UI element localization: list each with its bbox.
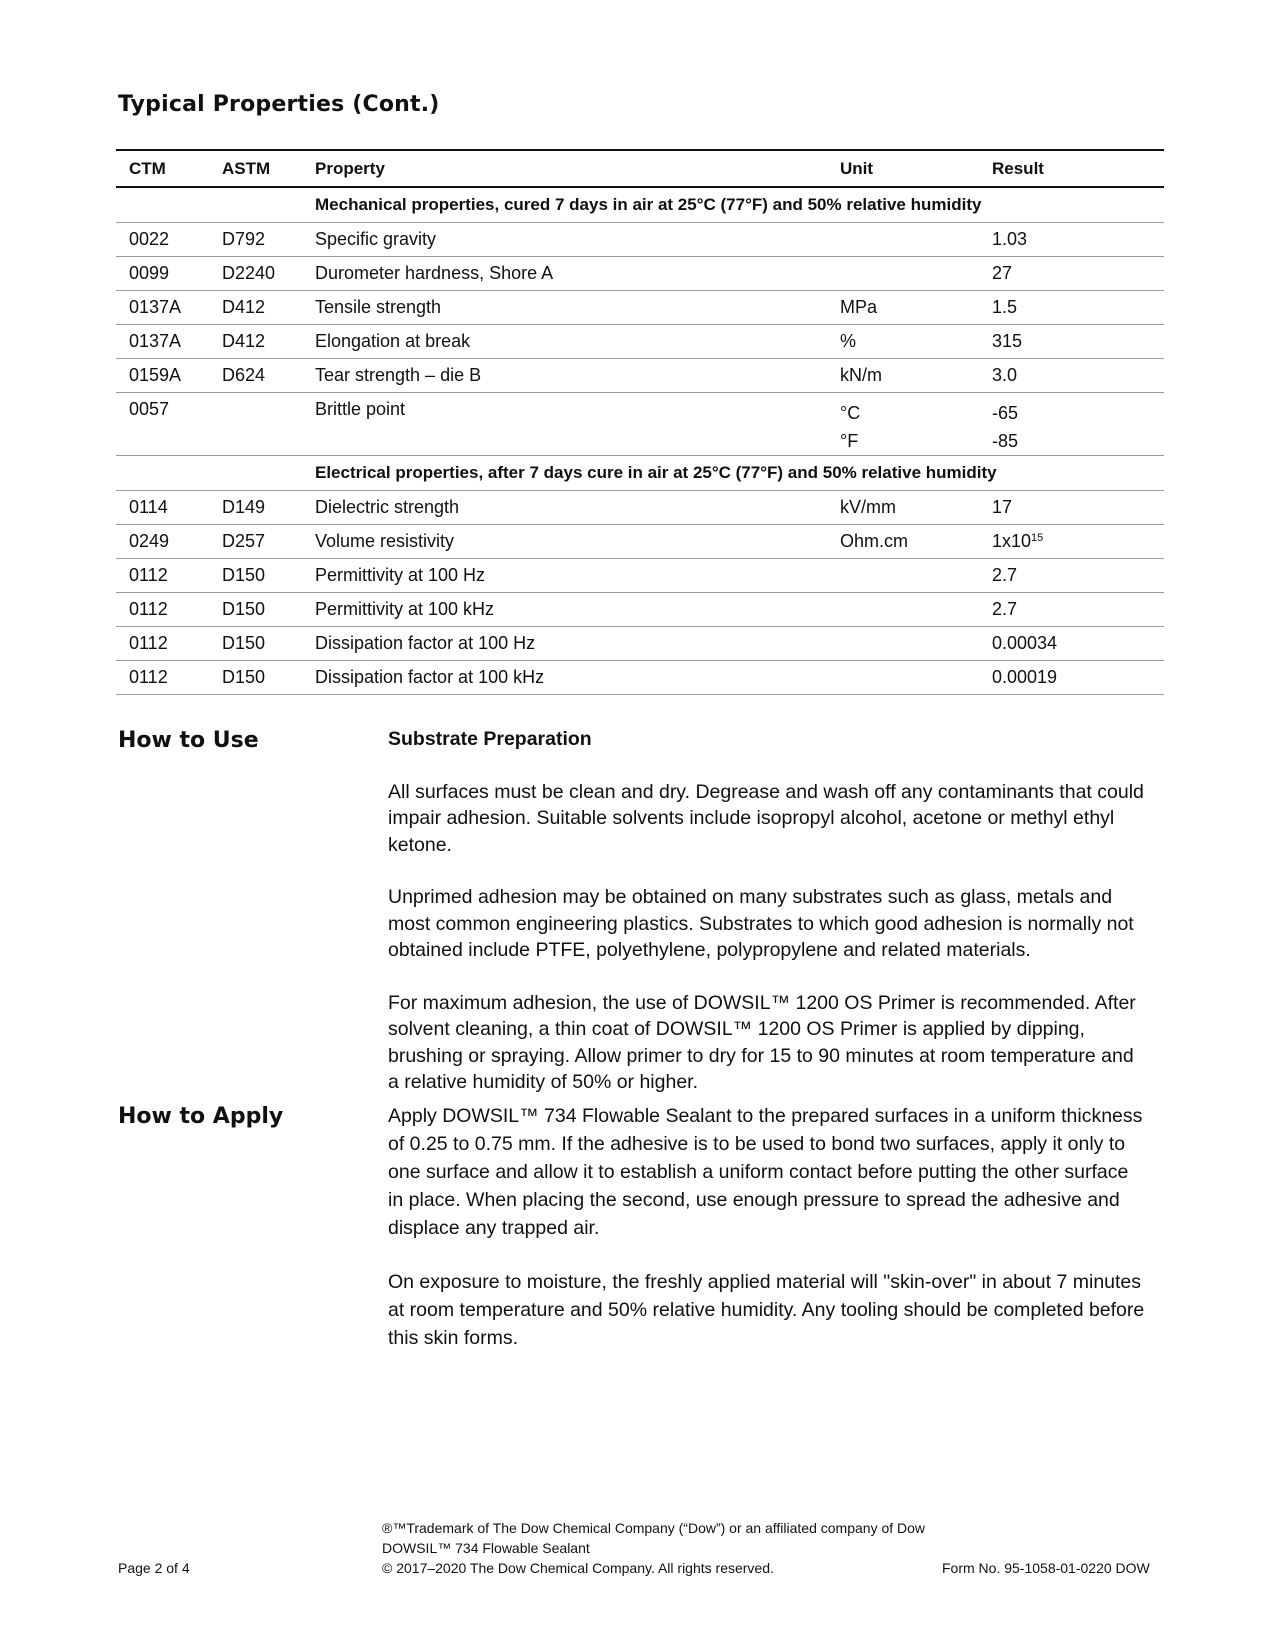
cell-astm: D2240: [209, 257, 302, 291]
header-property: Property: [302, 150, 827, 187]
cell-ctm: 0112: [116, 593, 209, 627]
table-row: [116, 223, 1164, 257]
cell-ctm: 0114: [116, 491, 209, 525]
cell-astm: D150: [209, 593, 302, 627]
cell-astm: D150: [209, 627, 302, 661]
cell-result: [979, 393, 1164, 456]
table-row-brittle-point: [116, 393, 1164, 456]
cell-ctm: 0022: [116, 223, 209, 257]
table-row: [116, 491, 1164, 525]
cell-astm: D150: [209, 559, 302, 593]
table-row: [116, 257, 1164, 291]
cell-ctm: 0137A: [116, 325, 209, 359]
cell-ctm: 0249: [116, 525, 209, 559]
mechanical-section-title: Mechanical properties, cured 7 days in air at 25°C (77°F) and 50% relative humidity: [302, 187, 1164, 223]
electrical-section-row: [116, 456, 1164, 491]
cell-result: 2.7: [979, 593, 1164, 627]
cell-result: 1.03: [979, 223, 1164, 257]
typical-properties-table: [116, 149, 1164, 695]
cell-ctm: 0099: [116, 257, 209, 291]
cell-unit: [827, 593, 979, 627]
cell-property: Brittle point: [302, 393, 827, 456]
table-row: [116, 593, 1164, 627]
result-exponent: 15: [1031, 532, 1044, 544]
cell-property: Specific gravity: [302, 223, 827, 257]
cell-unit: kN/m: [827, 359, 979, 393]
table-row: [116, 627, 1164, 661]
table-row: [116, 325, 1164, 359]
cell-unit: [827, 257, 979, 291]
cell-unit: MPa: [827, 291, 979, 325]
form-number: Form No. 95-1058-01-0220 DOW: [942, 1560, 1150, 1576]
cell-result: 2.7: [979, 559, 1164, 593]
electrical-section-title: Electrical properties, after 7 days cure in air at 25°C (77°F) and 50% relative humidity: [302, 456, 1164, 491]
how-to-apply-paragraph: On exposure to moisture, the freshly applied material will "skin-over" in about 7 minutes at room temperature and 50% relative humidity. Any tooling should be completed before this skin forms.: [388, 1271, 1145, 1349]
cell-astm: D150: [209, 661, 302, 695]
cell-ctm: 0137A: [116, 291, 209, 325]
trademark-note: ®™Trademark of The Dow Chemical Company (“Dow”) or an affiliated company of Dow: [382, 1520, 926, 1536]
cell-property: Volume resistivity: [302, 525, 827, 559]
header-astm: ASTM: [209, 150, 302, 187]
cell-property: Elongation at break: [302, 325, 827, 359]
cell-astm: [209, 393, 302, 456]
cell-result: [979, 525, 1164, 559]
result-celsius: -65: [992, 403, 1019, 423]
cell-astm: D412: [209, 291, 302, 325]
how-to-use-paragraph: All surfaces must be clean and dry. Degrease and wash off any contaminants that could impair adhesion. Suitable solvents include isopropyl alcohol, acetone or methyl ethyl ketone.: [388, 780, 1144, 856]
cell-result: 0.00019: [979, 661, 1164, 695]
cell-result: 27: [979, 257, 1164, 291]
cell-unit: Ohm.cm: [827, 525, 979, 559]
cell-property: Durometer hardness, Shore A: [302, 257, 827, 291]
cell-result: 3.0: [979, 359, 1164, 393]
how-to-apply-section: [388, 1102, 1148, 1378]
table-header-row: [116, 150, 1164, 187]
cell-unit: [827, 393, 979, 456]
cell-astm: D412: [209, 325, 302, 359]
cell-result: 0.00034: [979, 627, 1164, 661]
cell-ctm: 0112: [116, 559, 209, 593]
table-row: [116, 559, 1164, 593]
header-unit: Unit: [827, 150, 979, 187]
substrate-preparation-subheading: Substrate Preparation: [388, 728, 592, 750]
cell-property: Dissipation factor at 100 Hz: [302, 627, 827, 661]
mechanical-section-row: [116, 187, 1164, 223]
cell-ctm: 0159A: [116, 359, 209, 393]
cell-ctm: 0112: [116, 661, 209, 695]
cell-unit: [827, 627, 979, 661]
table-row: [116, 525, 1164, 559]
cell-property: Tear strength – die B: [302, 359, 827, 393]
result-base: 1x10: [992, 531, 1032, 551]
page-number: Page 2 of 4: [118, 1560, 190, 1576]
cell-property: Dielectric strength: [302, 491, 827, 525]
cell-unit: [827, 661, 979, 695]
cell-property: Tensile strength: [302, 291, 827, 325]
cell-property: Permittivity at 100 kHz: [302, 593, 827, 627]
copyright-notice: © 2017–2020 The Dow Chemical Company. All rights reserved.: [382, 1560, 774, 1576]
how-to-apply-paragraph: Apply DOWSIL™ 734 Flowable Sealant to the prepared surfaces in a uniform thickness of 0.25 to 0.75 mm. If the adhesive is to be used to bond two surfaces, apply it only to one surface and allow it to establish a uniform contact before putting the other surface in place. When placing the second, use enough pressure to spread the adhesive and displace any trapped air.: [388, 1105, 1143, 1239]
cell-astm: D149: [209, 491, 302, 525]
page-title: Typical Properties (Cont.): [118, 92, 440, 117]
how-to-use-paragraph: Unprimed adhesion may be obtained on many substrates such as glass, metals and most common engineering plastics. Substrates to which good adhesion is normally not obtained include PTFE, polyethylene, polypropylene and related materials.: [388, 886, 1134, 961]
unit-fahrenheit: °F: [840, 431, 859, 451]
how-to-use-paragraph: For maximum adhesion, the use of DOWSIL™ 1200 OS Primer is recommended. After solvent cleaning, a thin coat of DOWSIL™ 1200 OS Primer is applied by dipping, brushing or spraying. Allow primer to dry for 15 to 90 minutes at room temperature and a relative humidity of 50% or higher.: [388, 991, 1136, 1093]
cell-astm: D624: [209, 359, 302, 393]
table-row: [116, 359, 1164, 393]
footer-product-name: DOWSIL™ 734 Flowable Sealant: [382, 1540, 590, 1556]
table-row: [116, 661, 1164, 695]
cell-astm: D792: [209, 223, 302, 257]
header-result: Result: [979, 150, 1164, 187]
cell-result: 17: [979, 491, 1164, 525]
result-fahrenheit: -85: [992, 431, 1019, 451]
footer-center: [382, 1518, 925, 1578]
cell-unit: [827, 559, 979, 593]
table-row: [116, 291, 1164, 325]
header-ctm: CTM: [116, 150, 209, 187]
cell-unit: [827, 223, 979, 257]
cell-unit: %: [827, 325, 979, 359]
cell-astm: D257: [209, 525, 302, 559]
how-to-apply-heading: How to Apply: [118, 1104, 284, 1129]
cell-result: 315: [979, 325, 1164, 359]
how-to-use-section: [388, 726, 1148, 1122]
cell-unit: kV/mm: [827, 491, 979, 525]
cell-property: Permittivity at 100 Hz: [302, 559, 827, 593]
cell-result: 1.5: [979, 291, 1164, 325]
cell-property: Dissipation factor at 100 kHz: [302, 661, 827, 695]
unit-celsius: °C: [840, 403, 861, 423]
cell-ctm: 0112: [116, 627, 209, 661]
cell-ctm: 0057: [116, 393, 209, 456]
how-to-use-heading: How to Use: [118, 728, 259, 753]
